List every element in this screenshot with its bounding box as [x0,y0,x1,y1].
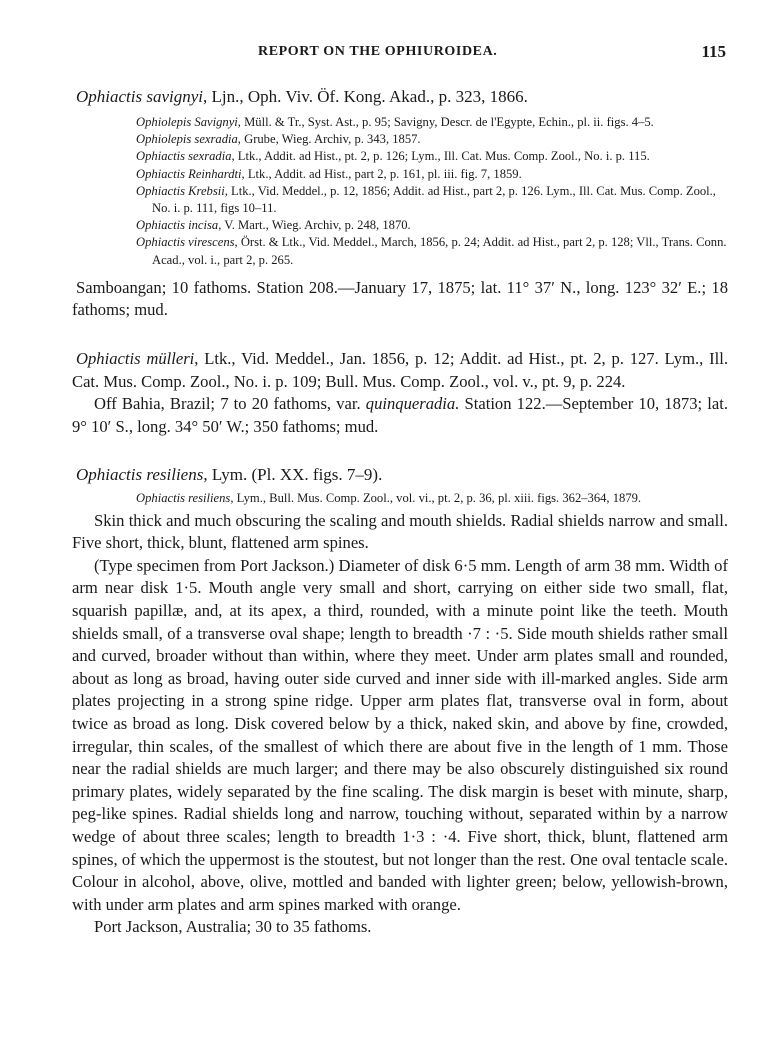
synonym-reference: , Ltk., Vid. Meddel., p. 12, 1856; Addit. ad Hist., part 2, p. 126. Lym., Ill. Cat. Mus. Comp. Zool., No. i. p. 111, figs 10–11. [152,183,716,216]
locality-paragraph: Port Jackson, Australia; 30 to 35 fathoms. [94,917,372,937]
synonym-reference: , Lym., Bull. Mus. Comp. Zool., vol. vi., pt. 2, p. 36, pl. xiii. figs. 362–364, 1879. [230,491,642,506]
synonym-reference: , Müll. & Tr., Syst. Ast., p. 95; Savigny, Descr. de l'Egypte, Echin., pl. ii. figs. 4–5. [237,115,654,129]
locality-text: Station 122.—September 10, 1873; lat. 9° 10′ S., long. 34° 50′ W.; 350 fathoms; mud. [72,394,728,436]
synonym-name: Ophiactis incisa [136,218,219,233]
species-citation: , Ltk., Vid. Meddel., Jan. 1856, p. 12; Addit. ad Hist., pt. 2, p. 127. Lym., Ill. Cat. Mus. Comp. Zool., No. i. p. 109; Bull. Mus. Comp. Zool., vol. v., pt. 9, p. 224. [72,349,728,391]
synonym-line [72,166,728,183]
description-paragraph: (Type specimen from Port Jackson.) Diameter of disk 6·5 mm. Length of arm 38 mm. Width of arm near disk 1·5. Mouth angle very small and short, carrying on either side two small, flat, squarish papillæ, and, at its apex, a third, rounded, with a minute point like the teeth. Mouth shields small, of a transverse oval shape; length to breadth ·7 : ·5. Side mouth shields rather small and curved, broader without than within, where they meet. Under arm plates small and rounded, about as long as broad, having outer side curved and inner side with ill-marked angles. Side arm plates projecting in a strong spine ridge. Upper arm plates flat, transverse oval in form, about twice as broad as long. Disk covered below by a thick, naked skin, and above by fine, crowded, irregular, thin scales, of the smallest of which there are about five in the length of 1 mm. Those near the radial shields are much larger; and there may be also obscurely distinguished six round primary plates, widely separated by the fine scaling. The disk margin is beset with minute, sharp, peg-like spines. Radial shields long and narrow, touching without, separated within by a narrow wedge of about three scales; length to breadth 1·3 : ·4. Five short, thick, blunt, flattened arm spines, of which the uppermost is the stoutest, but not longer than the rest. One oval tentacle scale. Colour in alcohol, above, olive, mottled and banded with lighter green; below, yellowish-brown, with under arm plates and arm spines marked with orange. [72,555,728,914]
synonym-line [72,131,728,148]
synonym-name: Ophiolepis sexradia [136,132,238,147]
running-head: REPORT ON THE OPHIUROIDEA. [258,44,498,59]
species-heading [72,348,728,393]
species-citation: , Lym. (Pl. XX. figs. 7–9). [203,465,383,485]
synonym-reference: , Grube, Wieg. Archiv, p. 343, 1857. [237,132,421,147]
synonym-line [72,183,728,217]
species-citation: , Ljn., Oph. Viv. Öf. Kong. Akad., p. 323, 1866. [203,87,528,106]
species-name: Ophiactis savignyi [76,87,204,106]
page-body [72,86,728,939]
locality-text: Off Bahia, Brazil; 7 to 20 fathoms, var. [94,394,366,414]
species-entry-savignyi [72,86,728,322]
synonym-name: Ophiactis Krebsii [136,183,225,198]
variety-name: quinqueradia. [365,394,460,414]
synonym-line [72,490,728,507]
synonym-line [72,234,728,268]
synonym-reference: , Ltk., Addit. ad Hist., pt. 2, p. 126; Lym., Ill. Cat. Mus. Comp. Zool., No. i. p. 115. [231,149,650,164]
page-header [0,44,776,68]
page-number: 115 [701,42,726,61]
species-name: Ophiactis resiliens [76,465,204,485]
synonym-reference: , Örst. & Ltk., Vid. Meddel., March, 1856, p. 24; Addit. ad Hist., part 2, p. 128; Vll., Trans. Conn. Acad., vol. i., part 2, p. 265. [152,235,727,267]
species-heading [72,86,728,108]
species-entry-mulleri [72,348,728,438]
locality-paragraph [72,393,728,438]
synonym-line [72,148,728,165]
synonym-name: Ophiolepis Savignyi [136,115,238,129]
synonym-name: Ophiactis virescens [136,235,235,250]
synonym-reference: , V. Mart., Wieg. Archiv, p. 248, 1870. [218,218,411,233]
synonym-name: Ophiactis resiliens [136,491,231,506]
synonym-line [72,217,728,234]
locality-paragraph: Samboangan; 10 fathoms. Station 208.—January 17, 1875; lat. 11° 37′ N., long. 123° 32′ E.; 18 fathoms; mud. [72,277,728,320]
summary-paragraph: Skin thick and much obscuring the scaling and mouth shields. Radial shields narrow and small. Five short, thick, blunt, flattened arm spines. [72,510,728,553]
synonym-name: Ophiactis Reinhardti [136,166,242,181]
synonym-reference: , Ltk., Addit. ad Hist., part 2, p. 161, pl. iii. fig. 7, 1859. [241,166,522,181]
synonym-line [72,114,728,131]
species-heading [72,464,728,486]
synonym-name: Ophiactis sexradia [136,149,232,164]
species-entry-resiliens [72,464,728,938]
species-name: Ophiactis mülleri [76,349,195,369]
